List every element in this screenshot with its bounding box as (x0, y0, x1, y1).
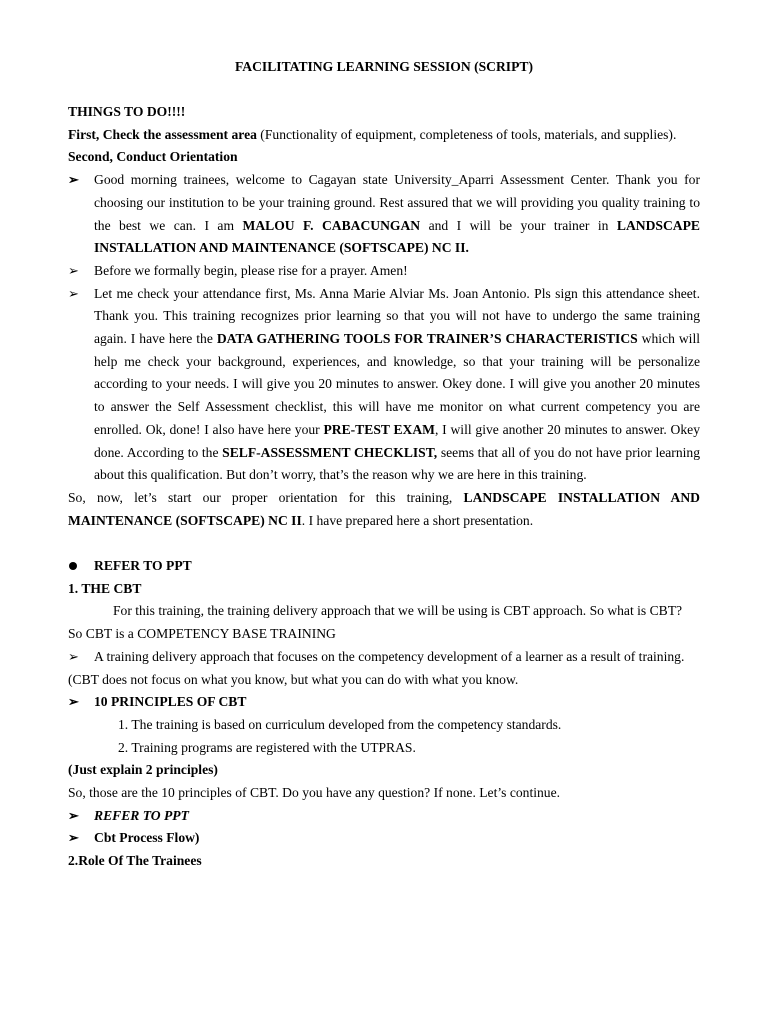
arrow-bullet-icon: ➢ (68, 262, 79, 278)
arrow-bullet-icon: ➢ (68, 285, 79, 301)
cbt-paragraph: For this training, the training delivery approach that we will be using is CBT approach. So what is CBT? (113, 603, 683, 619)
cbt-heading: 1. THE CBT (68, 580, 142, 596)
principle-item: 2. Training programs are registered with the UTPRAS. (118, 739, 416, 755)
arrow-bullet-icon: ➢ (68, 648, 79, 664)
cbt-definition: So CBT is a COMPETENCY BASE TRAINING (68, 626, 336, 642)
round-bullet-icon (69, 562, 77, 570)
things-to-do-heading: THINGS TO DO!!!! (68, 104, 186, 119)
closing-paragraph: So, those are the 10 principles of CBT. Do you have any question? If none. Let’s continue. (68, 785, 561, 801)
welcome-bullet: ➢ Good morning trainees, welcome to Cagayan state University_Aparri Assessment Center. Thank you for choosing our institution to be your training ground. Rest assured that we will providing you quality training to the best we can. I am MALOU F. CABACUNGAN and I will be your trainer in LANDSCAPE INSTALLATION AND MAINTENANCE (SOFTSCAPE) NC II. (68, 169, 700, 260)
principle-item: 1. The training is based on curriculum developed from the competency standards. (118, 716, 562, 732)
principles-heading: ➢ 10 PRINCIPLES OF CBT (68, 691, 700, 714)
arrow-bullet-icon: ➢ (68, 807, 79, 823)
process-flow-bullet: ➢ Cbt Process Flow) (68, 827, 700, 850)
attendance-bullet: ➢ Let me check your attendance first, Ms. Anna Marie Alviar Ms. Joan Antonio. Pls sign this attendance sheet. Thank you. This training recognizes prior learning so that you will not have to undergo the same training again. I have here the DATA GATHERING TOOLS FOR TRAINER’S CHARACTERISTICS which will help me check your background, experiences, and knowledge, so that your training will be personalize according to your needs. I will give you 20 minutes to answer. Okey done. I will give you another 20 minutes to answer the Self Assessment checklist, this will have me monitor on what current competency you are enrolled. Ok, done! I also have here your PRE-TEST EXAM, I will give another 20 minutes to answer. Okey done. According to the SELF-ASSESSMENT CHECKLIST, seems that all of you do not have prior learning about this qualification. But don’t worry, that’s the reason why we are here in this training. (68, 283, 700, 487)
orientation-paragraph: So, now, let’s start our proper orientation for this training, LANDSCAPE INSTALLATION AND MAINTENANCE (SOFTSCAPE) NC II. I have prepared here a short presentation. (68, 489, 700, 528)
refer-ppt-italic-bullet: ➢ REFER TO PPT (68, 805, 700, 828)
arrow-bullet-icon: ➢ (68, 830, 79, 846)
prayer-bullet: ➢ Before we formally begin, please rise for a prayer. Amen! (68, 260, 700, 283)
role-heading: 2.Role Of The Trainees (68, 853, 202, 869)
refer-ppt-bullet: REFER TO PPT (68, 555, 700, 578)
cbt-note: (CBT does not focus on what you know, but what you can do with what you know. (68, 671, 519, 687)
page-title: FACILITATING LEARNING SESSION (SCRIPT) (235, 59, 533, 74)
arrow-bullet-icon: ➢ (68, 694, 79, 710)
arrow-bullet-icon: ➢ (68, 172, 79, 188)
cbt-definition-bullet: ➢ A training delivery approach that focuses on the competency development of a learner as a result of training. (68, 646, 700, 669)
first-step: First, Check the assessment area (Functionality of equipment, completeness of tools, materials, and supplies). (68, 126, 677, 142)
document-body (68, 101, 700, 873)
second-step-heading: Second, Conduct Orientation (68, 149, 238, 165)
explain-note: (Just explain 2 principles) (68, 762, 218, 778)
